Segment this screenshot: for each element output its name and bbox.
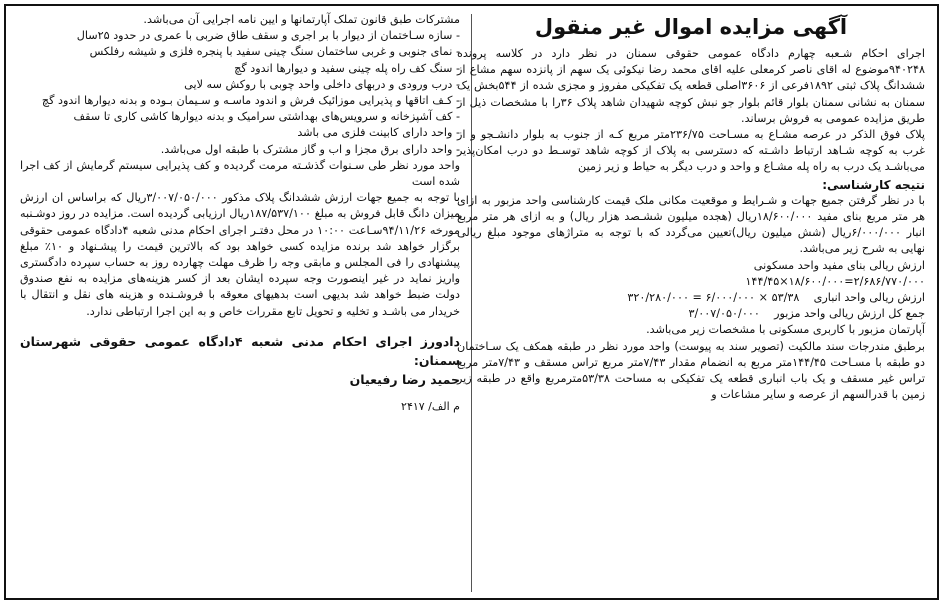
signature-name: حمید رضا رفیعیان <box>349 371 460 387</box>
auction-paragraph: با توجه به جمیع جهات ارزش ششدانگ پلاک مذکور ۳/۰۰۷/۰۵۰/۰۰۰ریال که براساس ان ارزش میزان دانگ قابل فروش به مبلغ ۱۸۷/۵۳۷/۱۰۰ریال ارزیابی گردیده است. مزایده در روز دوشـنبه مورخه ۹۴/۱۱/۲۶سـاعت ۱۰:۰۰ در محل دفتـر اجرای احکام مدنی شعبه ۴دادگاه عمومی حقوقی برگزار خواهد شد برنده مزایده کسی خواهد بود که بالاترین قیمت را پیشـنهاد و ۱۰٪ مبلغ پیشنهادی را فی المجلس و مابقی وجه را ظرف مهلت چهارده روز به حساب سپرده دادگستری واریز نماید در غیر اینصورت وجه سپرده ایشان بعد از کسر هزینه‌های مزایده به نفع صندوق دولت ضبط خواهد شد بدیهی است بدهیهای معوقه با فروشـنده و هزینه های نقل و انتقال با خریدار می باشـد و تخلیه و تحویل تابع مقررات خاص و به این اجرا ارتباطی ندارد. <box>20 191 461 318</box>
expert-paragraph: با در نظر گرفتن جمیع جهات و شـرایط و موقعیت مکانی ملک قیمت کارشناسی واحد مزبور به ازای هر متر مربع بنای مفید ۱۸/۶۰۰/۰۰۰ریال (هجده میلیون ششـصد هزار ریال) و به ازای هر متر مربع انبار ۶/۰۰۰/۰۰۰ریال (شش میلیون ریال)تعیین می‌گردد که با توجه به متراژهای موجود مبلغ ریالی نهایی به شرح زیر می‌باشد. <box>457 193 926 256</box>
reference-number: م الف/ ۲۴۱۷ <box>401 399 460 413</box>
calc-label-2: ارزش ریالی واحد انباری <box>813 291 925 305</box>
left-intro: مشترکات طبق قانون تملک آپارتمانها و ایین نامه اجرایی آن می‌باشد. <box>143 13 460 26</box>
deed-paragraph: برطبق مندرجات سند مالکیت (تصویر سند به پیوست) واحد مورد نظر در طبقه همکف یک سـاختمان دو طبقه با مسـاحت ۱۴۴/۴۵متر مربع به انضمام مقدار ۷/۴۳متر مربع تراس مسقف و ۷/۴۳متر مربع تراس غیر مسقف و یک باب انباری قطعه یک تفکیکی به مساحت ۵۳/۳۸مترمربع واقع در طبقه زیر زمین با قدرالسهم از عرصه و سایر مشاعات و <box>457 339 925 402</box>
calc-row-2 <box>457 290 925 306</box>
expert-heading: نتیجه کارشناسی: <box>822 177 925 192</box>
left-column <box>20 12 460 415</box>
feature-bullet: - کف آشپزخانه و سرویس‌های بهداشتی سرامیک و بدنه دیوارها کاشی کاری تا سقف <box>73 110 460 124</box>
right-column <box>457 12 925 403</box>
signature-title: دادورز اجرای احکام مدنی شعبه ۴دادگاه عمومی حقوقی شهرستان سمنان: <box>20 333 460 368</box>
feature-bullet: - نمای جنوبی و غربی ساختمان سنگ چینی سفید با پنجره فلزی و شیشه رفلکس <box>89 45 460 59</box>
notice-title: آگهی مزایده اموال غیر منقول <box>534 15 848 39</box>
intro-paragraph: اجرای احکام شـعبه چهارم دادگاه عمومی حقوقی سمنان در نظر دارد در کلاسه پرونده ۹۴۰۲۴۸موضوع له اقای ناصر کرمعلی علیه اقای محمد رضا نیکوئی یک سهم از پانزده سهم مشاع از ششدانگ پلاک ثبتی ۱۸۹۲فرعی از ۳۶۰۶اصلی قطعه یک تفکیکی مفروز و مجزی شده از ۵۴۴بخش یک سمنان به نشانی سمنان بلوار قائم بلوار جو نبش کوچه شهیدان شاهد پلاک ۳۶را با مشخصات ذیل از طریق مزایده عمومی به فروش برساند. <box>457 47 925 125</box>
condition-paragraph: واحد مورد نظر طی سـنوات گذشـته مرمت گردیده و کف پذیرایی سیستم گرمایش از کف اجرا شده است <box>20 158 460 189</box>
calc-value-1: ۱۴۴/۴۵×۱۸/۶۰۰/۰۰۰=۲/۶۸۶/۷۷۰/۰۰۰ <box>745 274 925 288</box>
feature-bullet: - سازه سـاختمان از دیوار با بر اجری و سقف طاق ضربی با عمری در حدود ۲۵سال <box>76 29 460 43</box>
calc-row-3 <box>457 306 925 322</box>
calc-label-3: جمع کل ارزش ریالی واحد مزبور <box>774 307 925 321</box>
calc-value-3: ۳/۰۰۷/۰۵۰/۰۰۰ <box>688 307 760 321</box>
feature-bullet: - سنگ کف راه پله چینی سفید و دیوارها اندود گچ <box>234 61 460 75</box>
notice-frame <box>4 4 939 600</box>
usage-line: آپارتمان مزبور با کاربری مسکونی با مشخصات زیر می‌باشد. <box>646 323 925 337</box>
feature-bullet: - واحد دارای برق مجزا و اب و گاز مشترک با طبقه اول می‌باشد. <box>160 142 460 156</box>
feature-bullet: - واحد دارای کابینت فلزی می باشد <box>297 126 460 140</box>
property-paragraph: پلاک فوق الذکر در عرصه مشـاع به مسـاحت ۲۳۶/۷۵متر مربع کـه از جنوب به بلوار دانشـجو و از غرب به کوچه شـاهد ارتباط داشـته که دسترسی به پلاک از کوچه شاهد توسـط دو درب امکان‌پذیر می‌باشـد یک درب به راه پله مشـاع و واحد و درب دیگر به حیاط و زیر زمین <box>457 128 926 174</box>
feature-bullet: - درب ورودی و دربهای داخلی واحد چوبی با روکش سه لایی <box>184 77 460 91</box>
signature-block <box>20 332 460 389</box>
feature-bullet: - کـف اتاقها و پذیرایی موزائیک فرش و اندود ماسـه و سـیمان بـوده و بدنه دیوارها اندود گچ <box>41 94 460 108</box>
calc-value-2: ۵۳/۳۸ × ۶/۰۰۰/۰۰۰ = ۳۲۰/۲۸۰/۰۰۰ <box>627 291 800 305</box>
calc-label-1: ارزش ریالی بنای مفید واحد مسکونی <box>753 258 925 272</box>
